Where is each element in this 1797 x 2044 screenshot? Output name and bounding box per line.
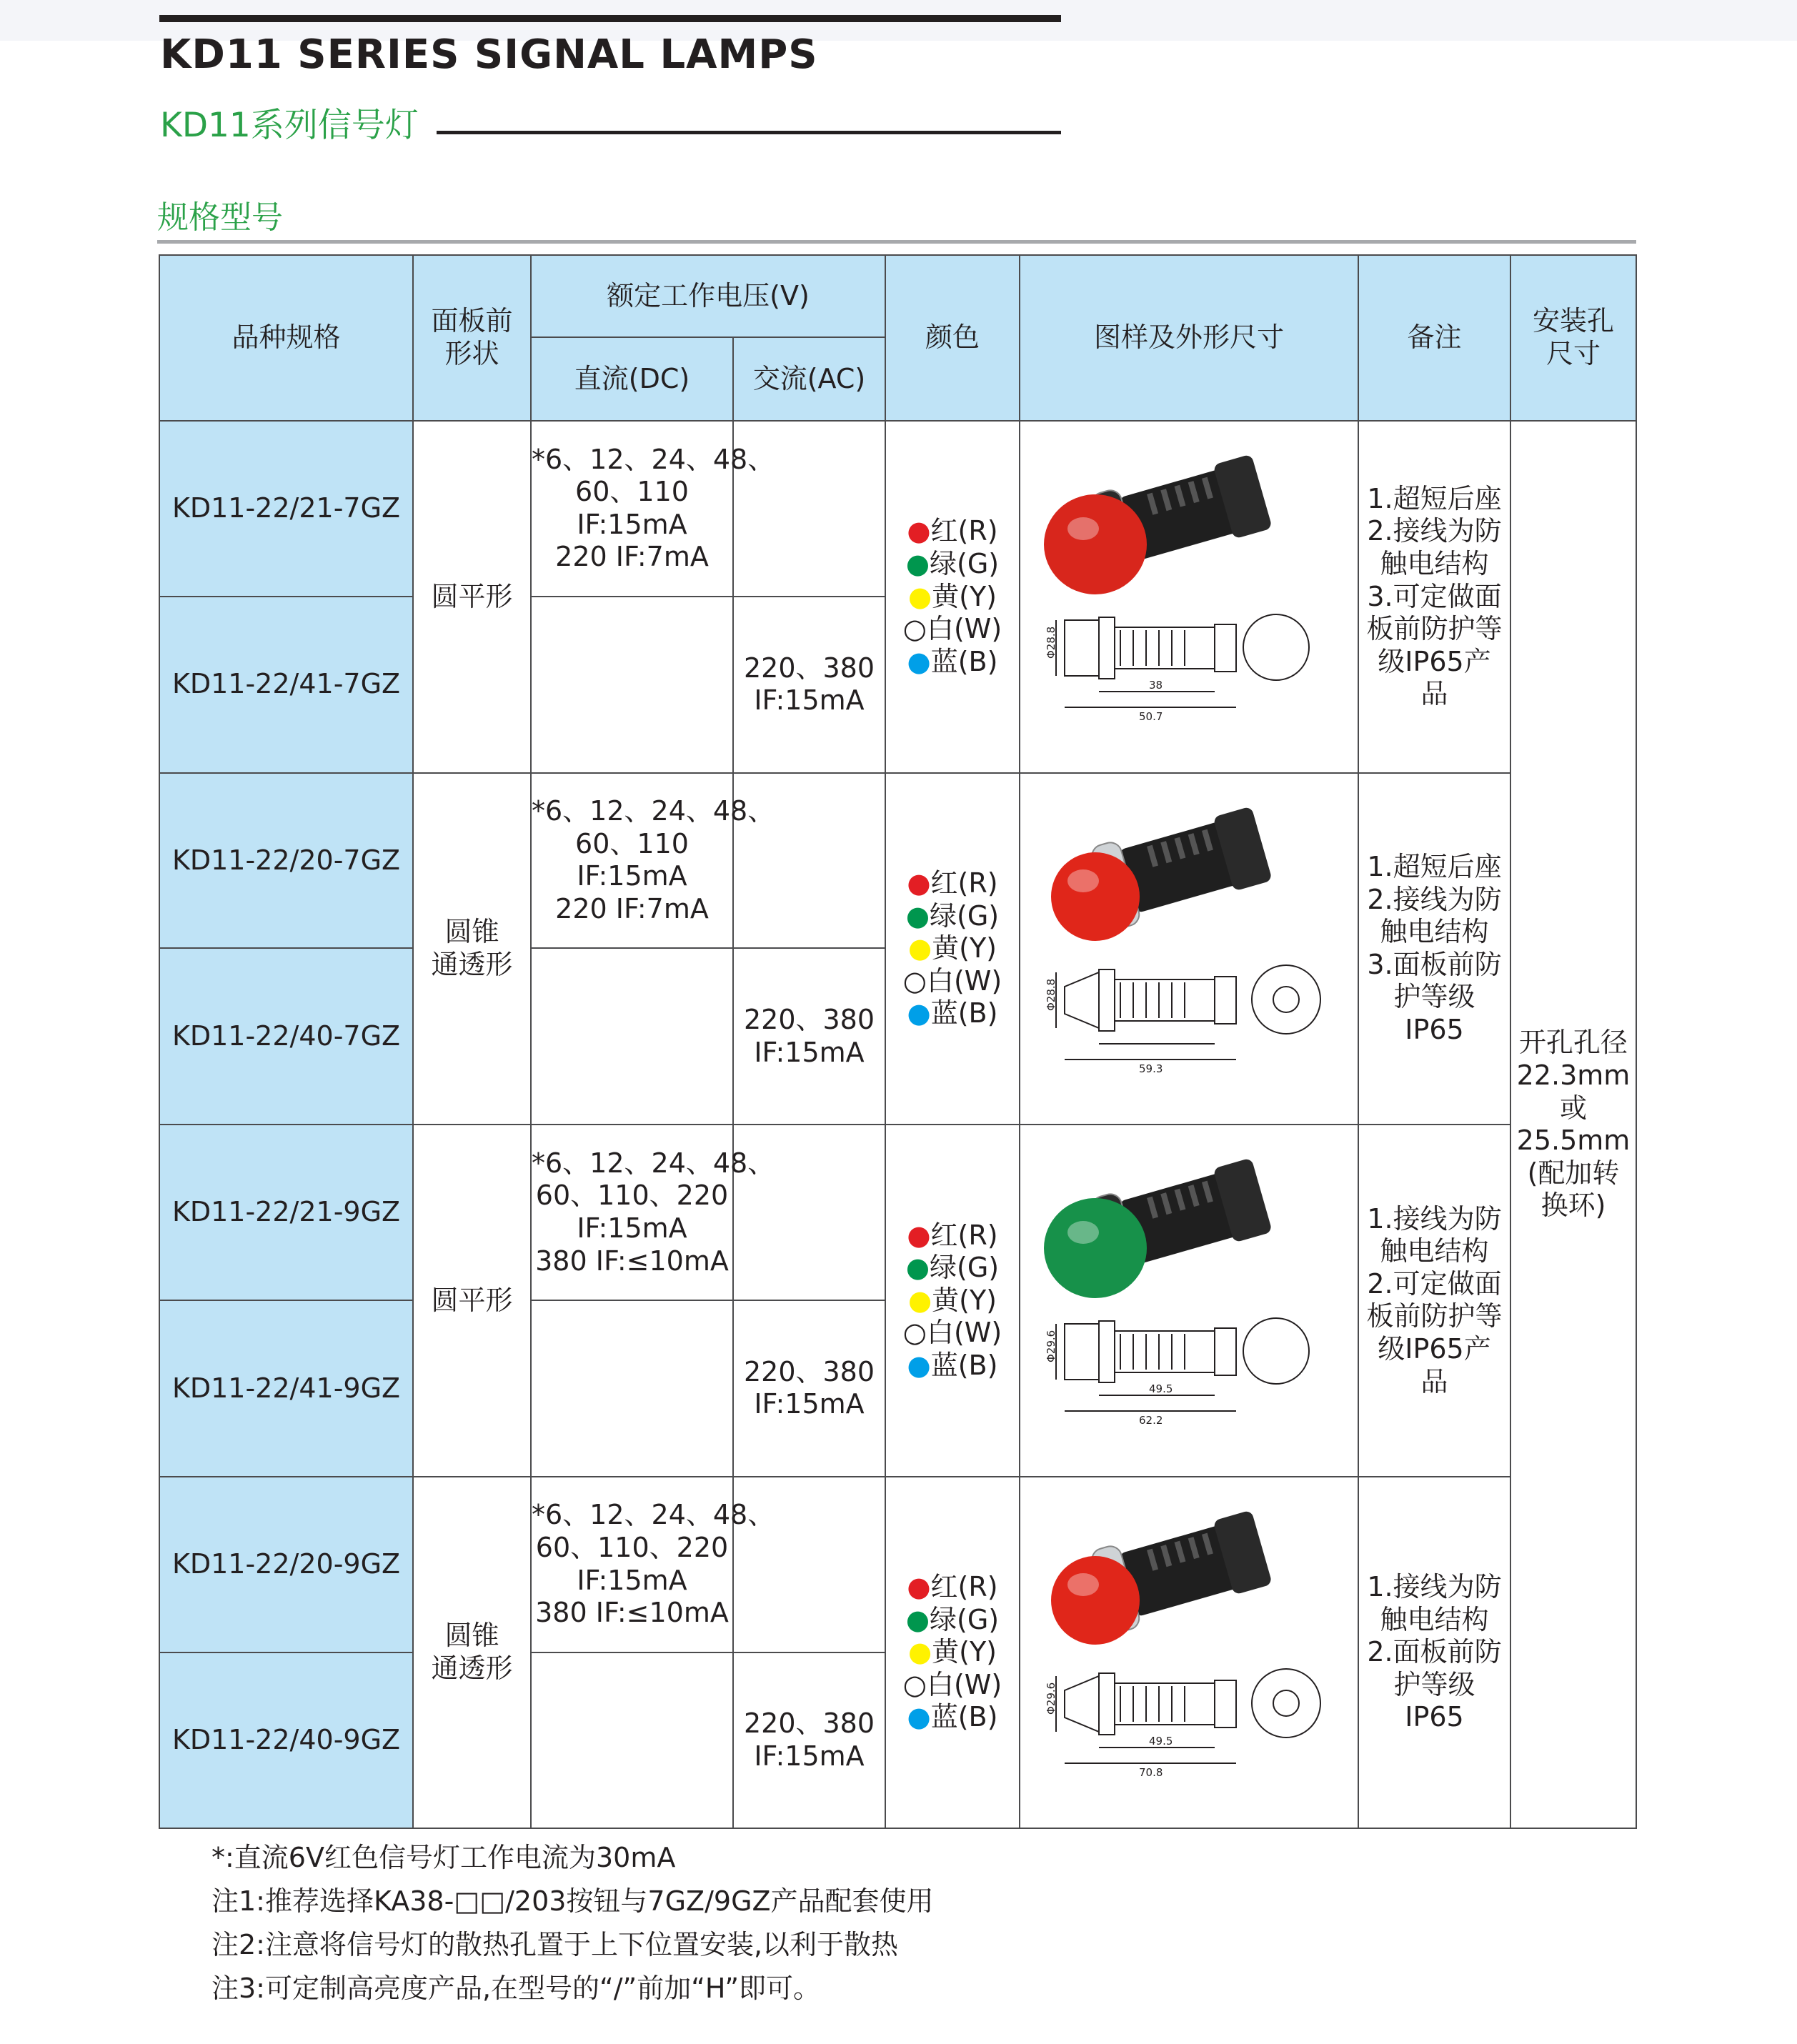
- shape-line: 圆平形: [431, 580, 513, 612]
- dc-line: *6、12、24、48、: [532, 443, 775, 475]
- dc-line: IF:15mA: [577, 1212, 687, 1245]
- color-label: [903, 965, 1002, 997]
- dim-diameter: Φ29.6: [1045, 1330, 1057, 1363]
- color-label: [906, 1252, 999, 1283]
- section-heading: 规格型号: [157, 199, 283, 236]
- page-title-cn: KD11系列信号灯: [160, 106, 419, 145]
- dc-line: 220 IF:7mA: [555, 893, 709, 925]
- dimension-drawing: [1056, 1318, 1309, 1411]
- color-name: 黄(Y): [932, 580, 997, 612]
- dc-line: IF:15mA: [577, 508, 687, 540]
- footnote-2: 注2:注意将信号灯的散热孔置于上下位置安装,以利于散热: [211, 1929, 899, 1960]
- title-underline: [437, 131, 1061, 134]
- dc-line: 380 IF:≤10mA: [535, 1597, 729, 1629]
- header-hole: [1510, 255, 1636, 421]
- color-label: [907, 1701, 998, 1733]
- color-dot-icon: ●: [905, 899, 930, 932]
- ac-voltage-cell: [733, 948, 885, 1125]
- color-dot-icon: ●: [905, 547, 930, 579]
- dc-line: IF:15mA: [577, 860, 687, 892]
- color-dot-icon: ●: [907, 1701, 931, 1733]
- color-option: [886, 867, 1019, 900]
- color-name: 蓝(B): [930, 645, 998, 677]
- color-dot-icon: ●: [907, 1284, 932, 1316]
- dim-diameter: Φ28.8: [1045, 626, 1057, 659]
- ac-line: 220、380: [743, 652, 875, 684]
- dim-diameter: Φ29.6: [1045, 1682, 1057, 1715]
- note-line: 护等级: [1393, 981, 1475, 1013]
- color-label: [907, 1220, 997, 1251]
- color-option: [886, 1252, 1019, 1285]
- color-dot-icon: ●: [907, 1571, 931, 1603]
- note-line: 护等级: [1393, 1668, 1475, 1700]
- color-option: [886, 1220, 1019, 1252]
- ac-line: IF:15mA: [754, 1740, 865, 1772]
- drawing-cell: [1020, 1477, 1358, 1829]
- note-line: 1.接线为防: [1367, 1571, 1502, 1603]
- color-option: [886, 1317, 1019, 1350]
- header-ac: 交流(AC): [733, 337, 885, 421]
- color-option: [886, 997, 1019, 1030]
- lamp-lens-icon: [1051, 1556, 1140, 1645]
- dc-line: *6、12、24、48、: [532, 1499, 775, 1531]
- dc-voltage-cell: [531, 1125, 775, 1300]
- color-dot-icon: ○: [902, 1668, 927, 1700]
- panel-hole-icon: [1243, 614, 1309, 680]
- header-panel-line2: 形状: [444, 338, 499, 369]
- color-dot-icon: ●: [907, 515, 931, 547]
- shape-line: 通透形: [431, 948, 513, 980]
- note-line: 3.可定做面: [1367, 580, 1502, 612]
- color-dot-icon: ●: [907, 1636, 932, 1668]
- header-model: 品种规格: [159, 255, 413, 421]
- model-cell: KD11-22/21-7GZ: [159, 421, 413, 597]
- color-label: [908, 1285, 997, 1316]
- dc-line: *6、12、24、48、: [532, 1147, 775, 1179]
- color-option: [886, 1701, 1019, 1734]
- ac-line: 220、380: [743, 1708, 875, 1740]
- dc-empty-cell: [531, 1652, 733, 1829]
- dc-line: 60、110、220: [535, 1180, 729, 1212]
- header-note: 备注: [1358, 255, 1510, 421]
- drawing-cell: [1020, 773, 1358, 1125]
- note-line: 板前防护等: [1366, 613, 1503, 645]
- note-line: 级IP65产: [1378, 645, 1491, 677]
- ac-line: IF:15mA: [754, 1388, 865, 1420]
- dc-line: 60、110: [575, 827, 689, 859]
- color-label: [903, 1317, 1002, 1348]
- dc-line: 60、110: [575, 476, 689, 508]
- color-name: 绿(G): [930, 1603, 1000, 1635]
- shape-line: 通透形: [431, 1652, 513, 1685]
- header-dc: 直流(DC): [531, 337, 733, 421]
- color-dot-icon: ○: [902, 1317, 927, 1349]
- dim-diameter: Φ28.8: [1045, 978, 1057, 1011]
- model-cell: KD11-22/40-9GZ: [159, 1652, 413, 1829]
- dc-empty-cell: [531, 1300, 733, 1477]
- color-name: 绿(G): [930, 547, 1000, 579]
- color-label: [908, 581, 997, 612]
- color-option: [886, 1604, 1019, 1637]
- note-line: 触电结构: [1380, 547, 1489, 579]
- color-name: 黄(Y): [932, 1636, 997, 1668]
- panel-shape-cell: [413, 773, 531, 1125]
- dc-voltage-cell: [531, 1477, 775, 1652]
- footnote-1: 注1:推荐选择KA38-□□/203按钮与7GZ/9GZ产品配套使用: [211, 1885, 934, 1917]
- color-name: 绿(G): [930, 899, 1000, 932]
- note-cell: [1358, 1477, 1510, 1829]
- color-dot-icon: ●: [907, 645, 931, 677]
- dim-outer: 70.8: [1139, 1765, 1163, 1779]
- color-dot-icon: ○: [902, 964, 927, 997]
- dc-empty-cell: [531, 597, 733, 773]
- dimension-drawing: [1056, 614, 1309, 707]
- lamp-lens-icon: [1051, 852, 1140, 941]
- color-name: 蓝(B): [930, 1701, 998, 1733]
- color-label: [907, 997, 998, 1029]
- color-dot-icon: ●: [905, 1252, 930, 1284]
- note-line: 2.接线为防: [1367, 515, 1502, 547]
- color-label: [907, 1571, 997, 1602]
- lamp-drawing: [1020, 1477, 1359, 1820]
- mount-line: 25.5mm: [1516, 1125, 1631, 1157]
- drawing-cell: [1020, 1125, 1358, 1477]
- ac-line: 220、380: [743, 1355, 875, 1387]
- header-voltage: 额定工作电压(V): [531, 255, 885, 337]
- color-name: 绿(G): [930, 1252, 1000, 1284]
- color-name: 黄(Y): [932, 1284, 997, 1316]
- lamp-drawing: [1020, 774, 1359, 1117]
- mount-line: (配加转: [1527, 1157, 1620, 1189]
- dim-outer: 50.7: [1139, 710, 1163, 723]
- note-line: IP65: [1405, 1014, 1464, 1046]
- dim-inner: 38: [1149, 679, 1163, 692]
- color-option: [886, 1669, 1019, 1702]
- color-option: [886, 1285, 1019, 1317]
- color-label: [908, 932, 997, 964]
- dim-outer: 62.2: [1139, 1414, 1163, 1427]
- note-cell: [1358, 773, 1510, 1125]
- color-label: [903, 613, 1002, 644]
- color-name: 蓝(B): [930, 1349, 998, 1381]
- dim-inner: 49.5: [1149, 1382, 1173, 1396]
- color-option: [886, 581, 1019, 614]
- note-cell: [1358, 1125, 1510, 1477]
- color-name: 蓝(B): [930, 997, 998, 1030]
- title-top-rule: [159, 15, 1061, 22]
- color-option: [886, 1571, 1019, 1604]
- dc-voltage-cell: [531, 421, 775, 597]
- note-line: IP65: [1405, 1701, 1464, 1733]
- dc-empty-cell: [531, 948, 733, 1125]
- note-line: 触电结构: [1380, 1603, 1489, 1635]
- color-name: 黄(Y): [932, 932, 997, 964]
- color-label: [907, 515, 997, 547]
- dc-line: 60、110、220: [535, 1532, 729, 1564]
- ac-voltage-cell: [733, 1652, 885, 1829]
- color-name: 红(R): [930, 1219, 998, 1251]
- color-dot-icon: ●: [905, 1603, 930, 1635]
- note-line: 级IP65产: [1378, 1333, 1491, 1365]
- lamp-lens-icon: [1044, 1198, 1147, 1298]
- color-dot-icon: ●: [907, 997, 931, 1030]
- model-cell: KD11-22/40-7GZ: [159, 948, 413, 1125]
- color-label: [908, 1636, 997, 1667]
- header-hole-line1: 安装孔: [1532, 305, 1614, 337]
- color-label: [907, 867, 997, 899]
- note-cell: [1358, 421, 1510, 773]
- dc-line: IF:15mA: [577, 1564, 687, 1596]
- note-line: 2.面板前防: [1367, 1636, 1502, 1668]
- color-dot-icon: ●: [907, 867, 931, 899]
- header-drawing: 图样及外形尺寸: [1020, 255, 1358, 421]
- lamp-lens-icon: [1044, 494, 1147, 594]
- note-line: 2.可定做面: [1367, 1267, 1502, 1300]
- footnote-3: 注3:可定制高亮度产品,在型号的“/”前加“H”即可。: [211, 1973, 821, 2004]
- color-name: 白(W): [926, 1317, 1002, 1349]
- dimension-drawing: [1056, 1669, 1320, 1763]
- mount-line: 开孔孔径: [1518, 1027, 1628, 1059]
- shape-line: 圆锥: [444, 1620, 499, 1652]
- panel-hole-icon: [1243, 1318, 1309, 1384]
- shape-line: 圆平形: [431, 1284, 513, 1316]
- mount-line: 换环): [1540, 1190, 1606, 1222]
- color-cell: [885, 1125, 1020, 1477]
- header-hole-line2: 尺寸: [1545, 338, 1601, 369]
- panel-hole-icon: [1252, 965, 1320, 1034]
- footnotes: [211, 1836, 934, 2010]
- color-dot-icon: ●: [907, 932, 932, 964]
- model-cell: KD11-22/20-7GZ: [159, 773, 413, 949]
- color-name: 红(R): [930, 1571, 998, 1603]
- dc-line: 220 IF:7mA: [555, 541, 709, 573]
- lamp-drawing: [1020, 1125, 1359, 1468]
- note-line: 1.超短后座: [1367, 851, 1502, 883]
- note-line: 板前防护等: [1366, 1300, 1503, 1332]
- model-cell: KD11-22/21-9GZ: [159, 1125, 413, 1300]
- dim-outer: 59.3: [1139, 1062, 1163, 1075]
- note-line: 3.面板前防: [1367, 948, 1502, 980]
- color-label: [906, 1604, 999, 1635]
- color-dot-icon: ○: [902, 613, 927, 645]
- header-panel-shape: [413, 255, 531, 421]
- color-dot-icon: ●: [907, 1349, 931, 1381]
- color-label: [907, 1350, 998, 1381]
- ac-line: 220、380: [743, 1004, 875, 1036]
- note-line: 触电结构: [1380, 1235, 1489, 1267]
- color-option: [886, 900, 1019, 933]
- spec-table: [159, 254, 1637, 1829]
- color-option: [886, 646, 1019, 679]
- note-line: 触电结构: [1380, 916, 1489, 948]
- color-name: 白(W): [926, 964, 1002, 997]
- color-label: [906, 900, 999, 932]
- panel-shape-cell: [413, 1477, 531, 1829]
- note-line: 品: [1420, 1365, 1448, 1397]
- mount-hole-cell: [1510, 421, 1636, 1828]
- color-name: 白(W): [926, 613, 1002, 645]
- color-cell: [885, 773, 1020, 1125]
- ac-voltage-cell: [733, 1300, 885, 1477]
- dc-line: 380 IF:≤10mA: [535, 1245, 729, 1277]
- color-option: [886, 613, 1019, 646]
- note-line: 2.接线为防: [1367, 883, 1502, 915]
- color-dot-icon: ●: [907, 580, 932, 612]
- dc-voltage-cell: [531, 773, 775, 949]
- mount-line: 或: [1559, 1092, 1587, 1124]
- dim-inner: 49.5: [1149, 1734, 1173, 1748]
- color-label: [903, 1669, 1002, 1700]
- dc-line: *6、12、24、48、: [532, 795, 775, 827]
- model-cell: KD11-22/41-9GZ: [159, 1300, 413, 1477]
- note-line: 1.接线为防: [1367, 1202, 1502, 1235]
- color-label: [906, 548, 999, 579]
- ac-voltage-cell: [733, 597, 885, 773]
- note-line: 1.超短后座: [1367, 482, 1502, 514]
- panel-hole-icon: [1252, 1669, 1320, 1738]
- model-cell: KD11-22/41-7GZ: [159, 597, 413, 773]
- color-option: [886, 548, 1019, 581]
- drawing-cell: [1020, 421, 1358, 773]
- section-rule: [157, 240, 1636, 244]
- color-label: [907, 646, 998, 677]
- model-cell: KD11-22/20-9GZ: [159, 1477, 413, 1652]
- dimension-drawing: [1056, 965, 1320, 1060]
- header-panel-line1: 面板前: [431, 305, 513, 337]
- color-name: 红(R): [930, 867, 998, 899]
- mount-line: 22.3mm: [1516, 1060, 1631, 1091]
- ac-line: IF:15mA: [754, 684, 865, 717]
- color-option: [886, 1636, 1019, 1669]
- color-cell: [885, 421, 1020, 773]
- header-color: 颜色: [885, 255, 1020, 421]
- color-option: [886, 932, 1019, 965]
- page-title-en: KD11 SERIES SIGNAL LAMPS: [160, 31, 818, 78]
- color-name: 白(W): [926, 1668, 1002, 1700]
- color-option: [886, 1350, 1019, 1382]
- footnote-star: *:直流6V红色信号灯工作电流为30mA: [211, 1842, 676, 1873]
- color-option: [886, 965, 1019, 998]
- note-line: 品: [1420, 678, 1448, 710]
- panel-shape-cell: [413, 421, 531, 773]
- shape-line: 圆锥: [444, 916, 499, 948]
- color-cell: [885, 1477, 1020, 1829]
- color-option: [886, 515, 1019, 548]
- panel-shape-cell: [413, 1125, 531, 1477]
- ac-line: IF:15mA: [754, 1036, 865, 1068]
- color-dot-icon: ●: [907, 1219, 931, 1251]
- color-name: 红(R): [930, 515, 998, 547]
- lamp-drawing: [1020, 422, 1359, 764]
